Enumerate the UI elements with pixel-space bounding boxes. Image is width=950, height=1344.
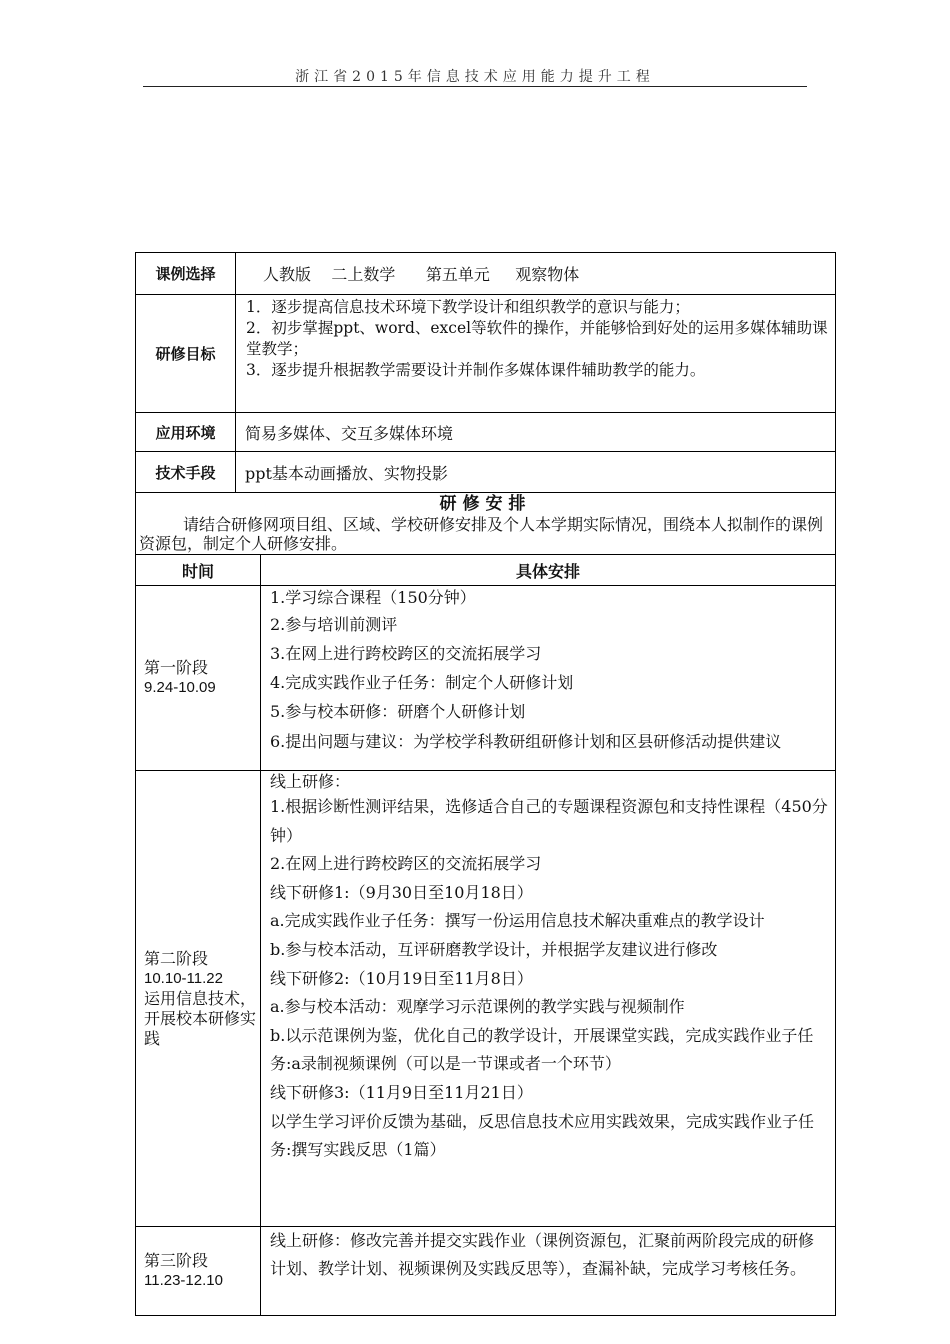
column-header-detail: 具体安排 bbox=[260, 554, 836, 586]
env-label: 应用环境 bbox=[135, 412, 236, 452]
goal-item: 2．初步掌握ppt、word、excel等软件的操作，并能够恰到好处的运用多媒体辅助课堂教学； bbox=[246, 319, 828, 358]
stage3-name: 第三阶段 bbox=[144, 1251, 209, 1270]
plan-title: 研修安排 bbox=[439, 494, 532, 514]
stage1-detail-cell bbox=[260, 585, 836, 771]
header-rule bbox=[143, 86, 807, 87]
stage2-name: 第二阶段 bbox=[144, 948, 209, 968]
list-item: 4.完成实践作业子任务：制定个人研修计划 bbox=[270, 673, 574, 692]
plan-header-cell bbox=[135, 492, 836, 555]
goal-item: 3．逐步提升根据教学需要设计并制作多媒体课件辅助教学的能力。 bbox=[246, 361, 706, 379]
list-item: 1.根据诊断性测评结果，选修适合自己的专题课程资源包和支持性课程（450分钟） bbox=[270, 797, 828, 845]
list-item: b.参与校本活动，互评研磨教学设计，并根据学友建议进行修改 bbox=[270, 939, 718, 959]
list-item: b.以示范课例为鉴，优化自己的教学设计，开展课堂实践，完成实践作业子任务:a录制视频课例（可以是一节课或者一个环节） bbox=[270, 1025, 814, 1074]
stage1-time-cell bbox=[135, 585, 261, 771]
env-value: 简易多媒体、交互多媒体环境 bbox=[235, 412, 836, 452]
list-item: 线下研修1:（9月30日至10月18日） bbox=[270, 882, 533, 902]
stage2-description: 运用信息技术，开展校本研修实践 bbox=[144, 988, 257, 1048]
stage2-time-cell bbox=[135, 770, 261, 1227]
list-item: 1.学习综合课程（150分钟） bbox=[270, 588, 476, 607]
list-item: 线下研修2:（10月19日至11月8日） bbox=[270, 968, 533, 988]
plan-intro: 请结合研修网项目组、区域、学校研修安排及个人本学期实际情况，围绕本人拟制作的课例资源包，制定个人研修安排。 bbox=[139, 515, 824, 553]
header-title: 浙江省2015年信息技术应用能力提升工程 bbox=[295, 69, 655, 85]
stage2-dates: 10.10-11.22 bbox=[144, 969, 223, 987]
goal-item: 1．逐步提高信息技术环境下教学设计和组织教学的意识与能力； bbox=[246, 298, 690, 316]
column-header-time: 时间 bbox=[135, 554, 261, 586]
tech-value: ppt基本动画播放、实物投影 bbox=[235, 451, 836, 493]
stage2-detail-cell bbox=[260, 770, 836, 1227]
stage3-dates: 11.23-12.10 bbox=[144, 1272, 223, 1289]
stage3-time-cell bbox=[135, 1226, 261, 1316]
list-item: 6.提出问题与建议：为学校学科教研组研修计划和区县研修活动提供建议 bbox=[270, 732, 782, 751]
list-item: 2.在网上进行跨校跨区的交流拓展学习 bbox=[270, 854, 542, 874]
goal-list bbox=[235, 294, 836, 413]
stage3-detail-cell bbox=[260, 1226, 836, 1316]
course-value: 人教版 二上数学 第五单元 观察物体 bbox=[235, 252, 836, 295]
goal-label: 研修目标 bbox=[135, 294, 236, 413]
stage1-name: 第一阶段 bbox=[144, 658, 209, 677]
stage3-text: 线上研修：修改完善并提交实践作业（课例资源包，汇聚前两阶段完成的研修计划、教学计划、视频课例及实践反思等），查漏补缺，完成学习考核任务。 bbox=[270, 1231, 815, 1278]
list-item: a.参与校本活动：观摩学习示范课例的教学实践与视频制作 bbox=[270, 997, 685, 1017]
list-item: 2.参与培训前测评 bbox=[270, 615, 398, 634]
list-item: 线上研修： bbox=[270, 772, 351, 791]
list-item: 5.参与校本研修：研磨个人研修计划 bbox=[270, 702, 526, 721]
list-item: a.完成实践作业子任务：撰写一份运用信息技术解决重难点的教学设计 bbox=[270, 911, 765, 931]
tech-label: 技术手段 bbox=[135, 451, 236, 493]
list-item: 以学生学习评价反馈为基础，反思信息技术应用实践效果，完成实践作业子任务:撰写实践反思（1篇） bbox=[270, 1111, 815, 1160]
list-item: 线下研修3:（11月9日至11月21日） bbox=[270, 1082, 533, 1102]
stage1-dates: 9.24-10.09 bbox=[144, 679, 216, 696]
course-label: 课例选择 bbox=[135, 252, 236, 295]
list-item: 3.在网上进行跨校跨区的交流拓展学习 bbox=[270, 644, 542, 663]
